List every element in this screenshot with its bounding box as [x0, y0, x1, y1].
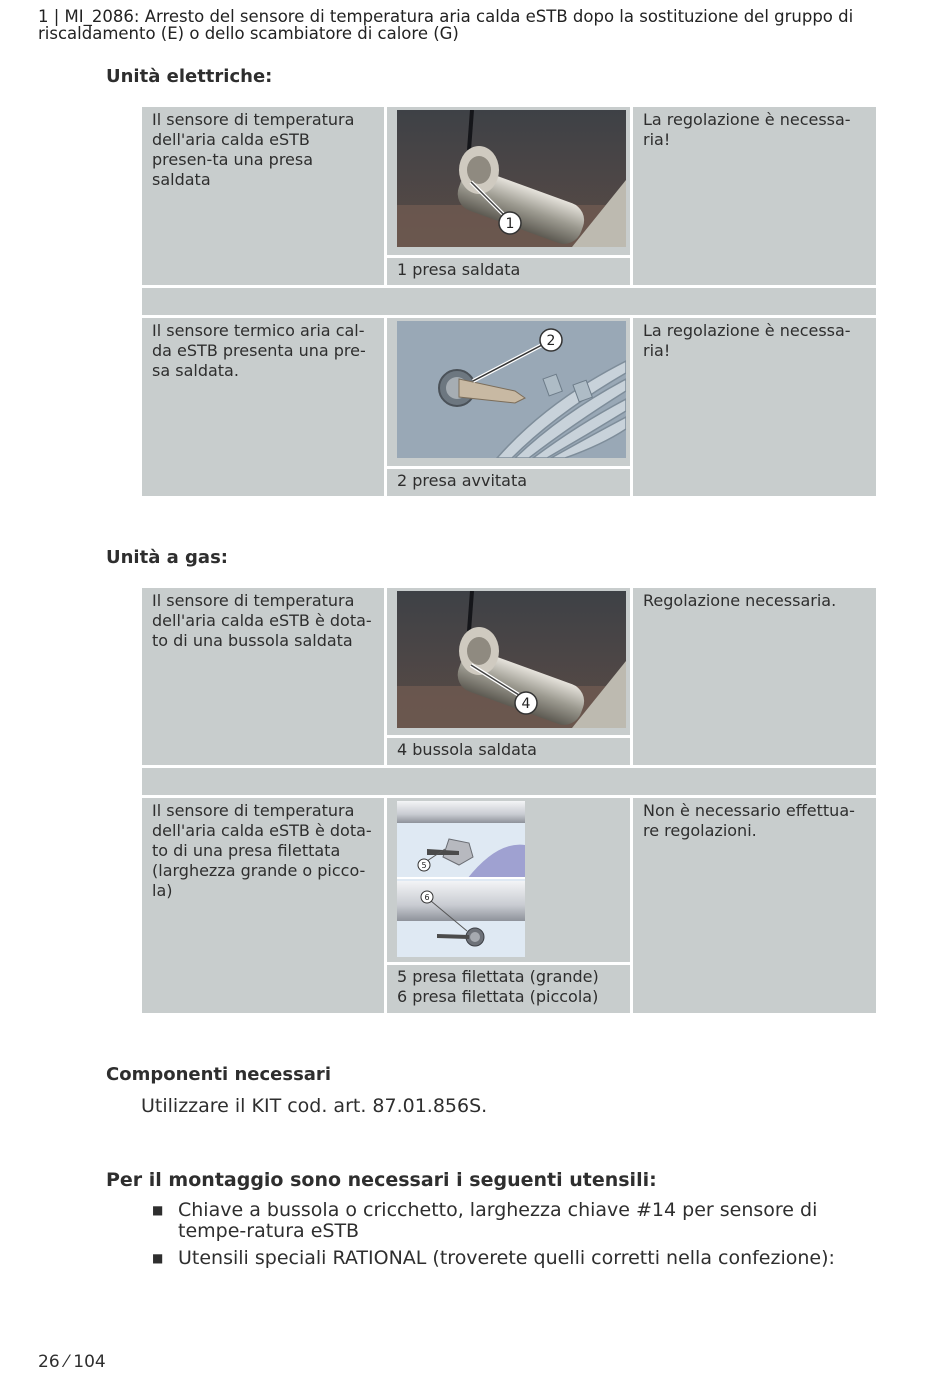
table-cell-caption — [387, 965, 630, 1013]
page-number: 26 ⁄ 104 — [38, 1352, 106, 1372]
table-cell-caption: 1 presa saldata — [387, 258, 630, 285]
electric-units-table — [142, 107, 876, 496]
callout-2: 2 — [546, 333, 556, 349]
components-text: Utilizzare il KIT cod. art. 87.01.856S. — [141, 1095, 488, 1117]
list-item-text: Chiave a bussola o cricchetto, larghezza chiave #14 per sensore di tempe-ratura eSTB — [178, 1199, 818, 1242]
table-cell-photo — [387, 588, 630, 735]
callout-1: 1 — [505, 216, 515, 232]
table-cell-result: La regolazione è necessa-ria! — [633, 107, 876, 285]
table-cell-description: Il sensore di temperatura dell'aria calda eSTB è dota-to di una presa filettata (larghezza grande o picco-la) — [142, 798, 384, 1013]
callout-4: 4 — [521, 696, 531, 712]
table-cell-description: Il sensore termico aria cal-da eSTB presenta una pre-sa saldata. — [142, 318, 384, 496]
page-title: 1 | MI_2086: Arresto del sensore di temperatura aria calda eSTB dopo la sostituzione del gruppo di riscaldamento (E) o dello scambiatore di calore (G) — [38, 7, 854, 43]
section-heading-electric: Unità elettriche: — [106, 66, 273, 87]
welded-socket-photo — [397, 110, 626, 247]
list-item — [152, 1200, 882, 1242]
caption-line: 5 presa filettata (grande) — [397, 967, 599, 986]
screwed-socket-illustration — [397, 321, 626, 458]
table-spacer-row — [142, 768, 876, 795]
bullet-icon: ■ — [152, 1251, 164, 1265]
table-cell-result: La regolazione è necessa-ria! — [633, 318, 876, 496]
threaded-socket-illustration — [397, 801, 525, 957]
table-cell-photo — [387, 107, 630, 255]
table-cell-caption: 4 bussola saldata — [387, 738, 630, 765]
table-cell-photo — [387, 318, 630, 466]
section-heading-components: Componenti necessari — [106, 1064, 331, 1085]
list-item-text: Utensili speciali RATIONAL (troverete quelli corretti nella confezione): — [178, 1247, 835, 1269]
table-cell-description: Il sensore di temperatura dell'aria calda eSTB presen-ta una presa saldata — [142, 107, 384, 285]
table-cell-caption: 2 presa avvitata — [387, 469, 630, 496]
callout-6: 6 — [424, 893, 430, 902]
callout-5: 5 — [421, 861, 427, 870]
section-heading-gas: Unità a gas: — [106, 547, 228, 568]
table-spacer-row — [142, 288, 876, 315]
tools-list — [152, 1200, 882, 1275]
table-cell-photo — [387, 798, 630, 962]
table-cell-description: Il sensore di temperatura dell'aria calda eSTB è dota-to di una bussola saldata — [142, 588, 384, 765]
welded-bushing-photo — [397, 591, 626, 728]
gas-units-table — [142, 588, 876, 1013]
section-heading-tools: Per il montaggio sono necessari i seguenti utensili: — [106, 1169, 657, 1191]
bullet-icon: ■ — [152, 1203, 164, 1217]
table-cell-result: Regolazione necessaria. — [633, 588, 876, 765]
table-cell-result: Non è necessario effettua-re regolazioni. — [633, 798, 876, 1013]
caption-line: 6 presa filettata (piccola) — [397, 987, 599, 1006]
list-item — [152, 1248, 882, 1269]
